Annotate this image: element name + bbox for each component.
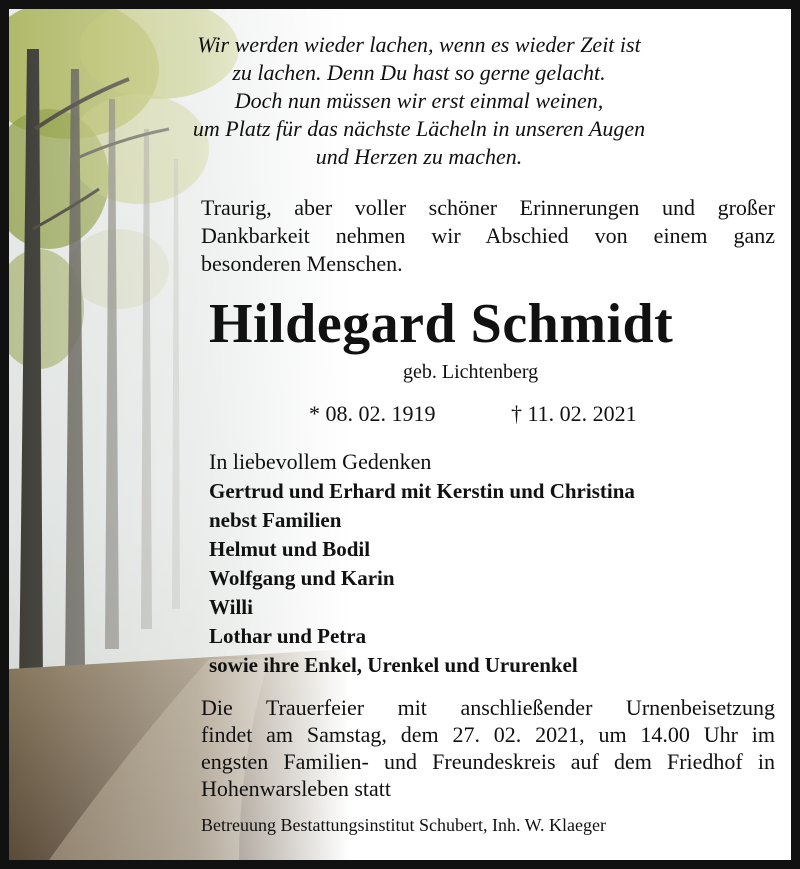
memorial-poem (189, 31, 649, 171)
funeral-announcement (201, 694, 775, 802)
poem-line: zu lachen. Denn Du hast so gerne gelacht. (232, 60, 606, 85)
undertaker-credit: Betreuung Bestattungsinstitut Schubert, Inh. W. Klaeger (201, 815, 606, 835)
birth-date: * 08. 02. 1919 (309, 401, 436, 426)
mourner-line: Lothar und Petra (209, 624, 367, 648)
funeral-line: Hohenwarsleben statt (201, 776, 391, 801)
maiden-name: geb. Lichtenberg (403, 361, 539, 383)
mourner-line: sowie ihre Enkel, Urenkel und Ururenkel (209, 653, 578, 677)
intro-line: Dankbarkeit nehmen wir Abschied von einem ganz (201, 223, 775, 248)
memorial-label: In liebevollem Gedenken (209, 449, 432, 474)
mourner-line: Helmut und Bodil (209, 537, 371, 561)
funeral-line: Die Trauerfeier mit anschließender Urnenbeisetzung (201, 695, 775, 720)
death-date: † 11. 02. 2021 (511, 401, 637, 426)
intro-paragraph (201, 194, 775, 278)
poem-line: Wir werden wieder lachen, wenn es wieder Zeit ist (197, 32, 641, 57)
poem-line: um Platz für das nächste Lächeln in unseren Augen (192, 116, 646, 141)
mourner-line: Wolfgang und Karin (209, 566, 395, 590)
mourner-line: Willi (209, 595, 253, 619)
funeral-line: findet am Samstag, dem 27. 02. 2021, um 14.00 Uhr im (201, 722, 775, 747)
mourners-list (209, 477, 635, 680)
poem-line: und Herzen zu machen. (315, 144, 523, 169)
poem-line: Doch nun müssen wir erst einmal weinen, (234, 88, 604, 113)
deceased-name: Hildegard Schmidt (209, 293, 674, 355)
funeral-line: engsten Familien- und Freundeskreis auf dem Friedhof in (201, 749, 775, 774)
intro-line: Traurig, aber voller schöner Erinnerungen und großer (201, 195, 775, 220)
intro-line: besonderen Menschen. (201, 251, 403, 276)
mourner-line: Gertrud und Erhard mit Kerstin und Christina (209, 479, 635, 503)
mourner-line: nebst Familien (209, 508, 342, 532)
